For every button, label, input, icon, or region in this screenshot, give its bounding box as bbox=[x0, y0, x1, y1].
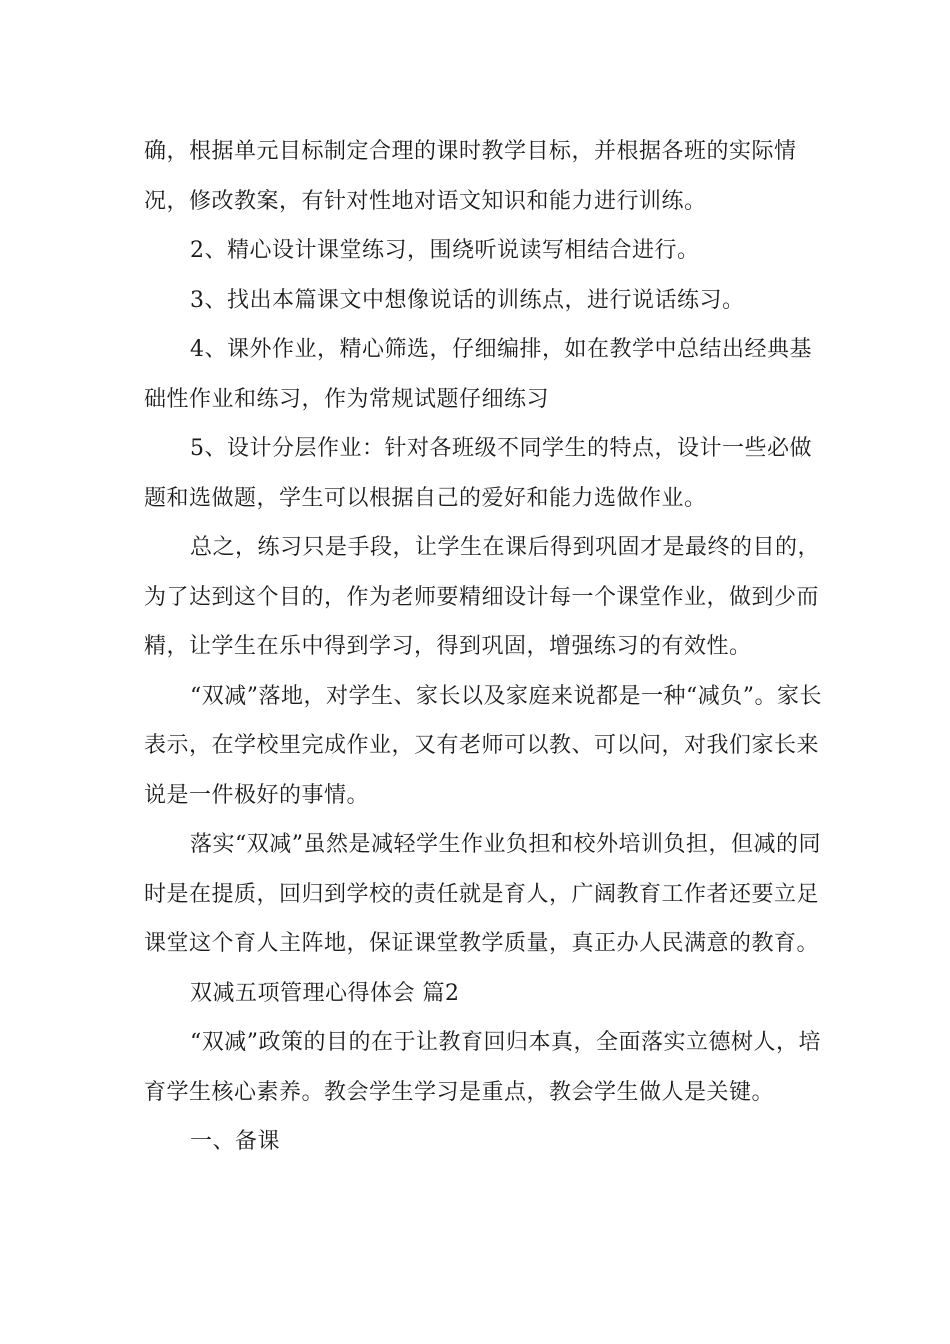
paragraph-implementation: 落实“双减”虽然是减轻学生作业负担和校外培训负担，但减的同时是在提质，回归到学校的责任就是育人，广阔教育工作者还要立足课堂这个育人主阵地，保证课堂教学质量，真正办人民满意的教育。 bbox=[144, 832, 821, 956]
paragraph-summary: 总之，练习只是手段，让学生在课后得到巩固才是最终的目的，为了达到这个目的，作为老师要精细设计每一个课堂作业，做到少而精，让学生在乐中得到学习，得到巩固，增强练习的有效性。 bbox=[144, 535, 821, 659]
paragraph-item-2: 2、精心设计课堂练习，围绕听说读写相结合进行。 bbox=[190, 238, 700, 263]
paragraph-policy: “双减”政策的目的在于让教育回归本真，全面落实立德树人，培育学生核心素养。教会学生学习是重点，教会学生做人是关键。 bbox=[144, 1030, 821, 1105]
document-body bbox=[144, 127, 834, 1167]
paragraph-item-4: 4、课外作业，精心筛选，仔细编排，如在教学中总结出经典基础性作业和练习，作为常规试题仔细练习 bbox=[144, 337, 812, 412]
paragraph-item-5: 5、设计分层作业：针对各班级不同学生的特点，设计一些必做题和选做题，学生可以根据自己的爱好和能力选做作业。 bbox=[144, 436, 812, 511]
paragraph-parents: “双减”落地，对学生、家长以及家庭来说都是一种“减负”。家长表示，在学校里完成作业，又有老师可以教、可以问，对我们家长来说是一件极好的事情。 bbox=[144, 683, 822, 808]
section-heading: 双减五项管理心得体会 篇2 bbox=[190, 980, 460, 1006]
subheading-lesson-prep: 一、备课 bbox=[190, 1129, 281, 1154]
paragraph-item-3: 3、找出本篇课文中想像说话的训练点，进行说话练习。 bbox=[190, 287, 745, 313]
paragraph-continuation: 确，根据单元目标制定合理的课时教学目标，并根据各班的实际情况，修改教案，有针对性地对语文知识和能力进行训练。 bbox=[144, 139, 797, 214]
